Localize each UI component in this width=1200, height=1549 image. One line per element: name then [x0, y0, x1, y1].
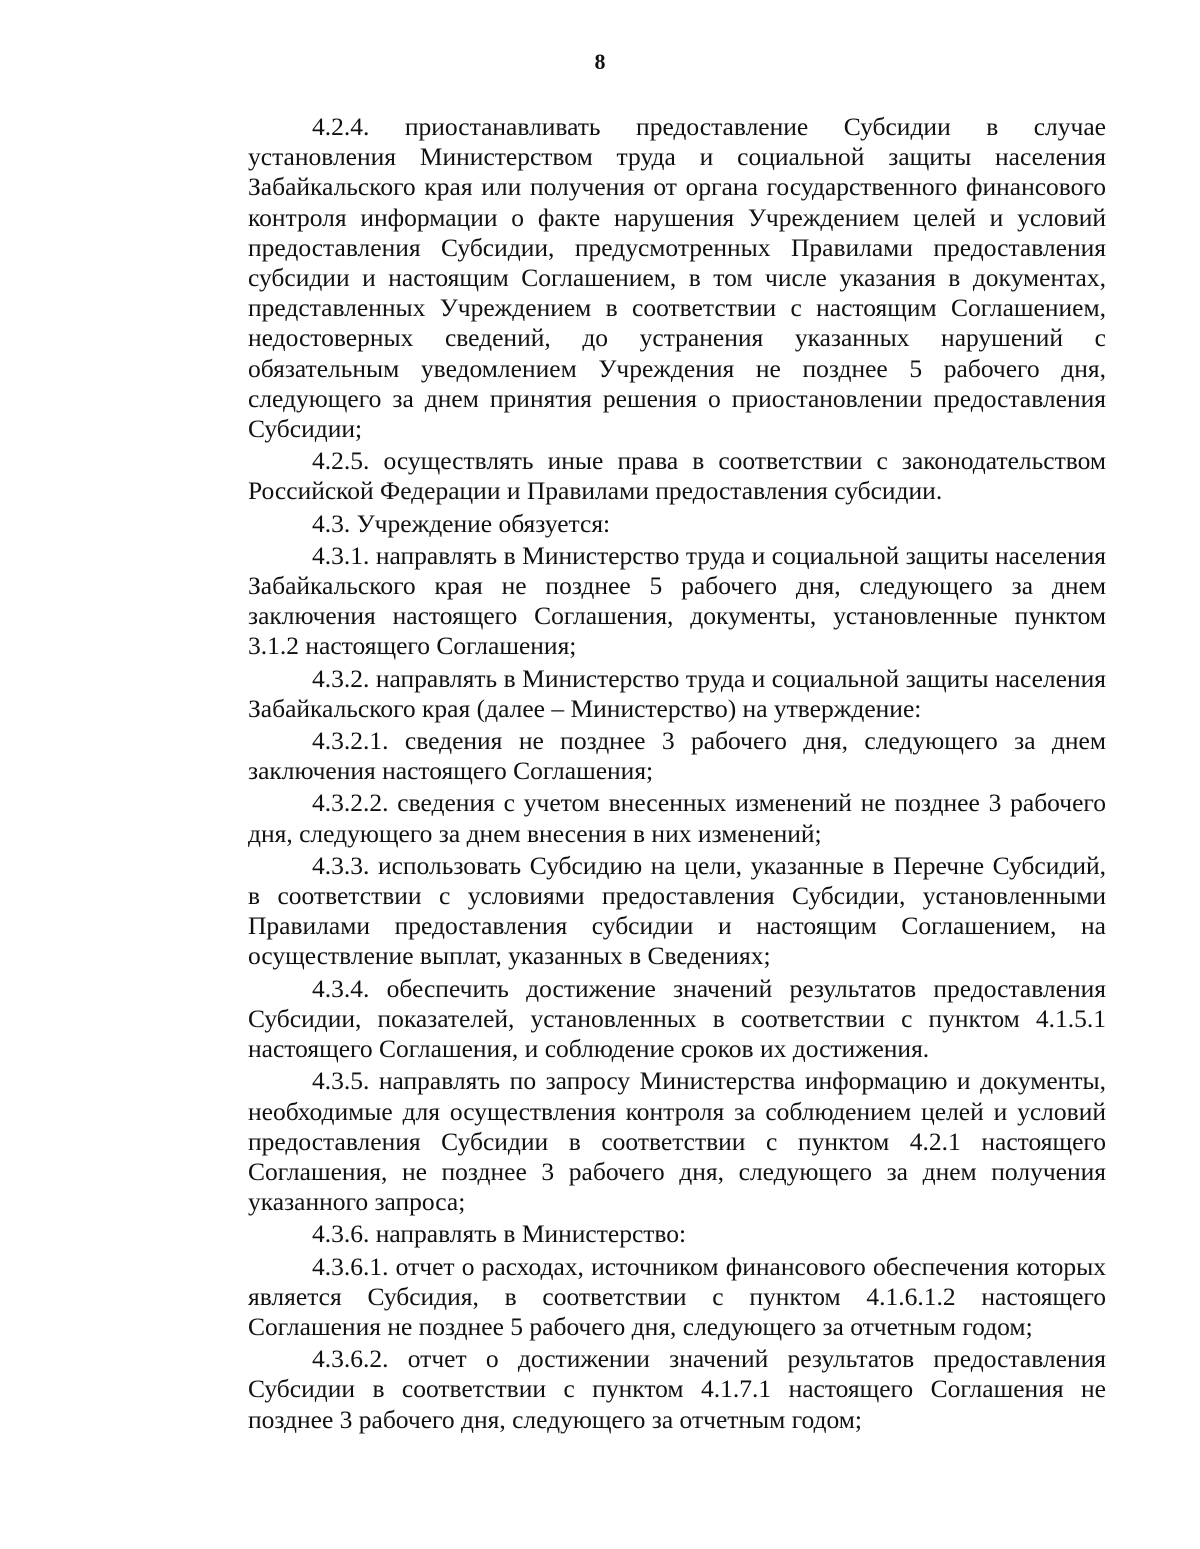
paragraph-4-3-6: 4.3.6. направлять в Министерство:: [312, 1219, 687, 1249]
page-number: 8: [594, 49, 606, 74]
paragraph-4-3-6-1: 4.3.6.1. отчет о расходах, источником финансового обеспечения которых является Субсидия, в соответствии с пунктом 4.1.6.1.2 настоящего Соглашения не позднее 5 рабочего дня, следующего за отчетным годом;: [248, 1251, 1106, 1341]
document-body: [248, 112, 1106, 1437]
paragraph-4-3-4: 4.3.4. обеспечить достижение значений результатов предоставления Субсидии, показателей, установленных в соответствии с пунктом 4.1.5.1 настоящего Соглашения, и соблюдение сроков их достижения.: [248, 973, 1106, 1064]
paragraph-4-3-2: 4.3.2. направлять в Министерство труда и социальной защиты населения Забайкальского края (далее – Министерство) на утверждение:: [248, 663, 1106, 723]
paragraph-4-2-5: 4.2.5. осуществлять иные права в соответствии с законодательством Российской Федерации и Правилами предоставления субсидии.: [248, 446, 1106, 506]
paragraph-4-3-3: 4.3.3. использовать Субсидию на цели, указанные в Перечне Субсидий, в соответствии с условиями предоставления Субсидии, установленными Правилами предоставления субсидии и настоящим Соглашением, на осуществление выплат, указанных в Сведениях;: [248, 850, 1106, 971]
paragraph-4-3: 4.3. Учреждение обязуется:: [312, 508, 611, 538]
paragraph-4-2-4: 4.2.4. приостанавливать предоставление Субсидии в случае установления Министерством труда и социальной защиты населения Забайкальского края или получения от органа государственного финансового контроля информации о факте нарушения Учреждением целей и условий предоставления Субсидии, предусмотренных Правилами предоставления субсидии и настоящим Соглашением, в том числе указания в документах, представленных Учреждением в соответствии с настоящим Соглашением, недостоверных сведений, до устранения указанных нарушений с обязательным уведомлением Учреждения не позднее 5 рабочего дня, следующего за днем принятия решения о приостановлении предоставления Субсидии;: [248, 112, 1106, 444]
paragraph-4-3-6-2: 4.3.6.2. отчет о достижении значений результатов предоставления Субсидии в соответствии с пунктом 4.1.7.1 настоящего Соглашения не позднее 3 рабочего дня, следующего за отчетным годом;: [248, 1344, 1106, 1434]
paragraph-4-3-5: 4.3.5. направлять по запросу Министерства информацию и документы, необходимые для осуществления контроля за соблюдением целей и условий предоставления Субсидии в соответствии с пунктом 4.2.1 настоящего Соглашения, не позднее 3 рабочего дня, следующего за днем получения указанного запроса;: [248, 1066, 1106, 1217]
paragraph-4-3-1: 4.3.1. направлять в Министерство труда и социальной защиты населения Забайкальского края не позднее 5 рабочего дня, следующего за днем заключения настоящего Соглашения, документы, установленные пунктом 3.1.2 настоящего Соглашения;: [248, 540, 1106, 661]
paragraph-4-3-2-2: 4.3.2.2. сведения с учетом внесенных изменений не позднее 3 рабочего дня, следующего за днем внесения в них изменений;: [248, 788, 1106, 848]
paragraph-4-3-2-1: 4.3.2.1. сведения не позднее 3 рабочего дня, следующего за днем заключения настоящего Соглашения;: [248, 726, 1106, 786]
